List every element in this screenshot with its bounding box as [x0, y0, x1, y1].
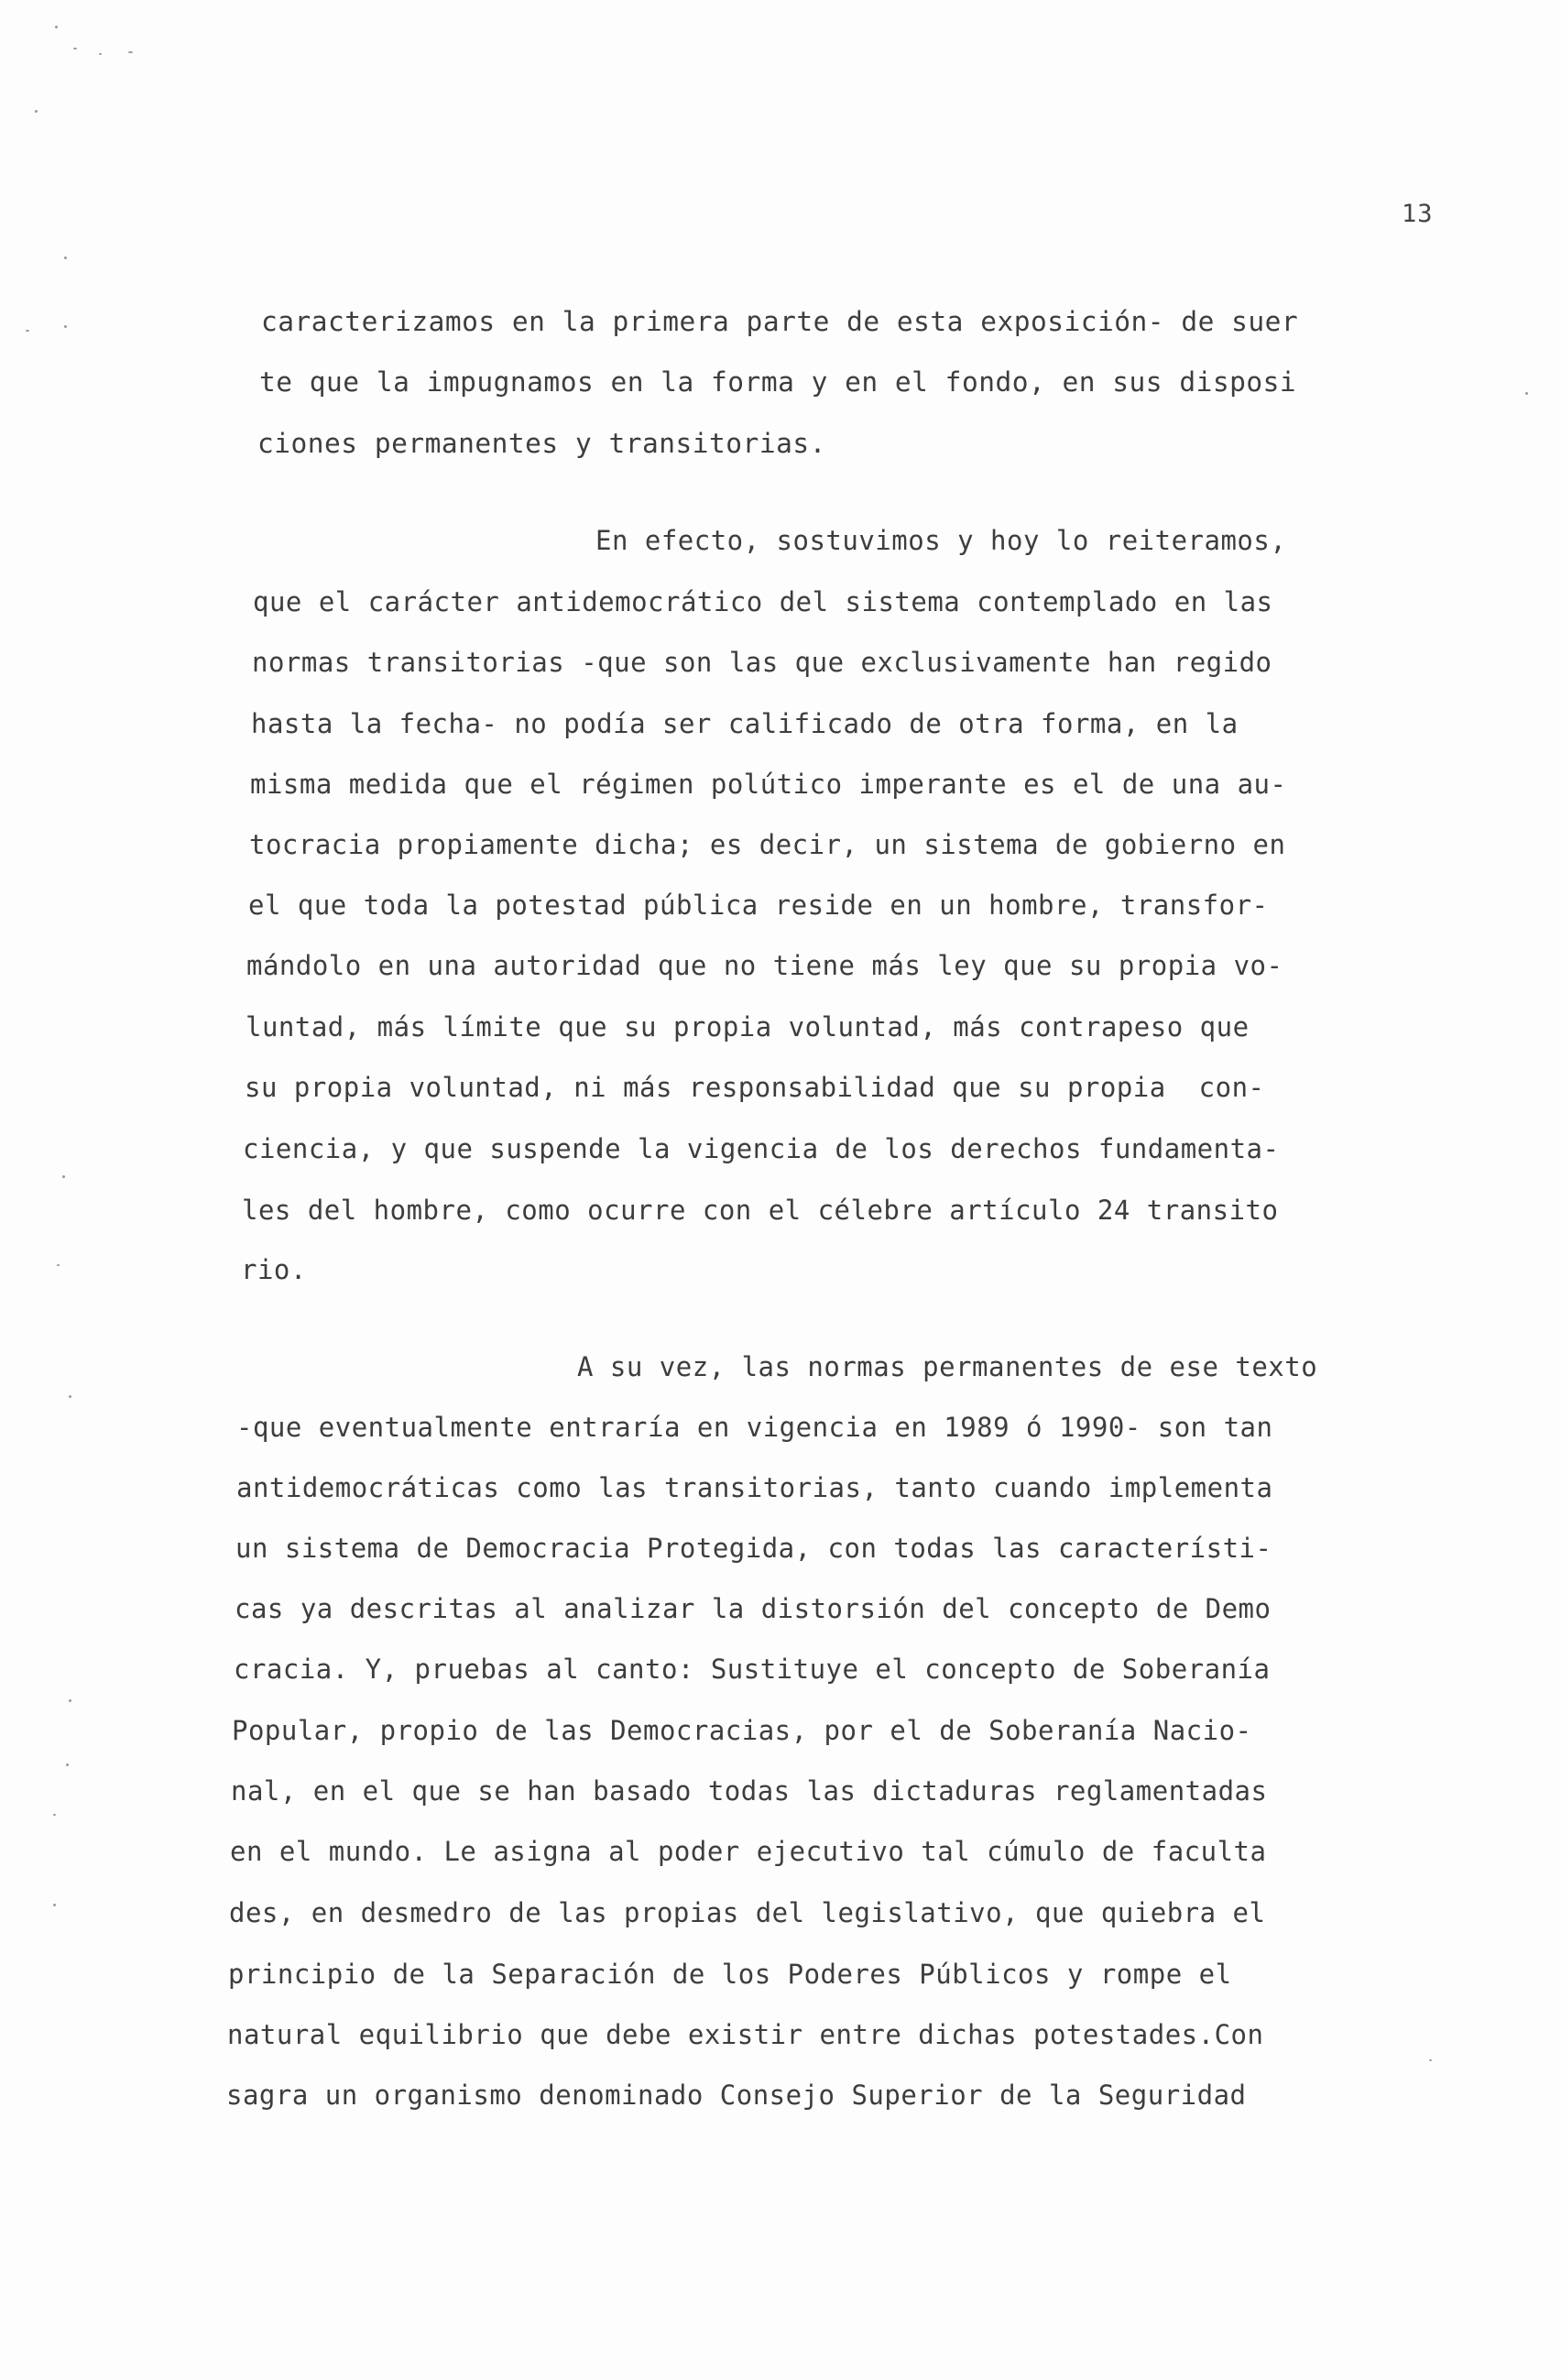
scan-speck	[66, 1763, 69, 1766]
scan-speck	[73, 48, 77, 49]
scan-speck	[99, 53, 102, 55]
text-line: en el mundo. Le asigna al poder ejecutivo tal cúmulo de faculta	[230, 1836, 1267, 1867]
text-line: ciencia, y que suspende la vigencia de los derechos fundamenta-	[243, 1133, 1280, 1164]
scan-speck	[62, 1175, 65, 1178]
scan-speck	[35, 110, 38, 113]
text-line: caracterizamos en la primera parte de esta exposición- de suer	[261, 306, 1299, 337]
scan-speck	[1429, 2059, 1432, 2061]
page-number: 13	[1402, 200, 1434, 228]
text-line: normas transitorias -que son las que exclusivamente han regido	[252, 647, 1272, 678]
text-line: cracia. Y, pruebas al canto: Sustituye el concepto de Soberanía	[234, 1654, 1271, 1685]
text-line: principio de la Separación de los Poderes Públicos y rompe el	[228, 1959, 1232, 1990]
text-line: tocracia propiamente dicha; es decir, un sistema de gobierno en	[249, 829, 1286, 860]
scan-speck	[64, 325, 67, 328]
text-line: des, en desmedro de las propias del legislativo, que quiebra el	[229, 1897, 1266, 1928]
text-line: su propia voluntad, ni más responsabilidad que su propia con-	[245, 1072, 1265, 1103]
text-line: te que la impugnamos en la forma y en el fondo, en sus disposi	[259, 366, 1297, 398]
text-line: cas ya descritas al analizar la distorsión del concepto de Demo	[235, 1593, 1272, 1624]
scan-speck	[55, 26, 58, 28]
scan-speck	[1525, 392, 1528, 395]
text-line: A su vez, las normas permanentes de ese texto	[577, 1351, 1318, 1382]
scan-speck	[57, 1264, 60, 1266]
text-line: nal, en el que se han basado todas las dictaduras reglamentadas	[231, 1775, 1268, 1807]
text-line: les del hombre, como ocurre con el célebre artículo 24 transito	[242, 1195, 1279, 1226]
text-line: misma medida que el régimen polútico imperante es el de una au-	[250, 769, 1287, 800]
text-line: un sistema de Democracia Protegida, con todas las característi-	[235, 1533, 1272, 1564]
text-line: el que toda la potestad pública reside en un hombre, transfor-	[248, 890, 1269, 921]
scan-speck	[64, 257, 67, 259]
scan-speck	[69, 1699, 71, 1702]
scan-speck	[53, 1904, 56, 1906]
text-line: hasta la fecha- no podía ser calificado de otra forma, en la	[251, 708, 1239, 739]
text-line: antidemocráticas como las transitorias, tanto cuando implementa	[236, 1472, 1273, 1503]
text-line: mándolo en una autoridad que no tiene más ley que su propia vo-	[246, 950, 1283, 981]
text-line: natural equilibrio que debe existir entre dichas potestades.Con	[227, 2019, 1264, 2050]
scan-speck	[69, 1395, 71, 1398]
scan-speck	[26, 330, 29, 332]
text-line: ciones permanentes y transitorias.	[257, 428, 826, 459]
text-line: sagra un organismo denominado Consejo Superior de la Seguridad	[226, 2080, 1247, 2111]
text-line: Popular, propio de las Democracias, por el de Soberanía Nacio-	[232, 1715, 1252, 1746]
scan-speck	[53, 1814, 56, 1816]
text-line: que el carácter antidemocrático del sistema contemplado en las	[253, 586, 1273, 617]
scan-speck	[128, 51, 133, 53]
text-line: luntad, más límite que su propia voluntad, más contrapeso que	[246, 1011, 1250, 1043]
text-line: -que eventualmente entraría en vigencia en 1989 ó 1990- son tan	[236, 1412, 1273, 1443]
text-line: rio.	[241, 1254, 307, 1285]
text-line: En efecto, sostuvimos y hoy lo reiteramos,	[595, 525, 1287, 556]
